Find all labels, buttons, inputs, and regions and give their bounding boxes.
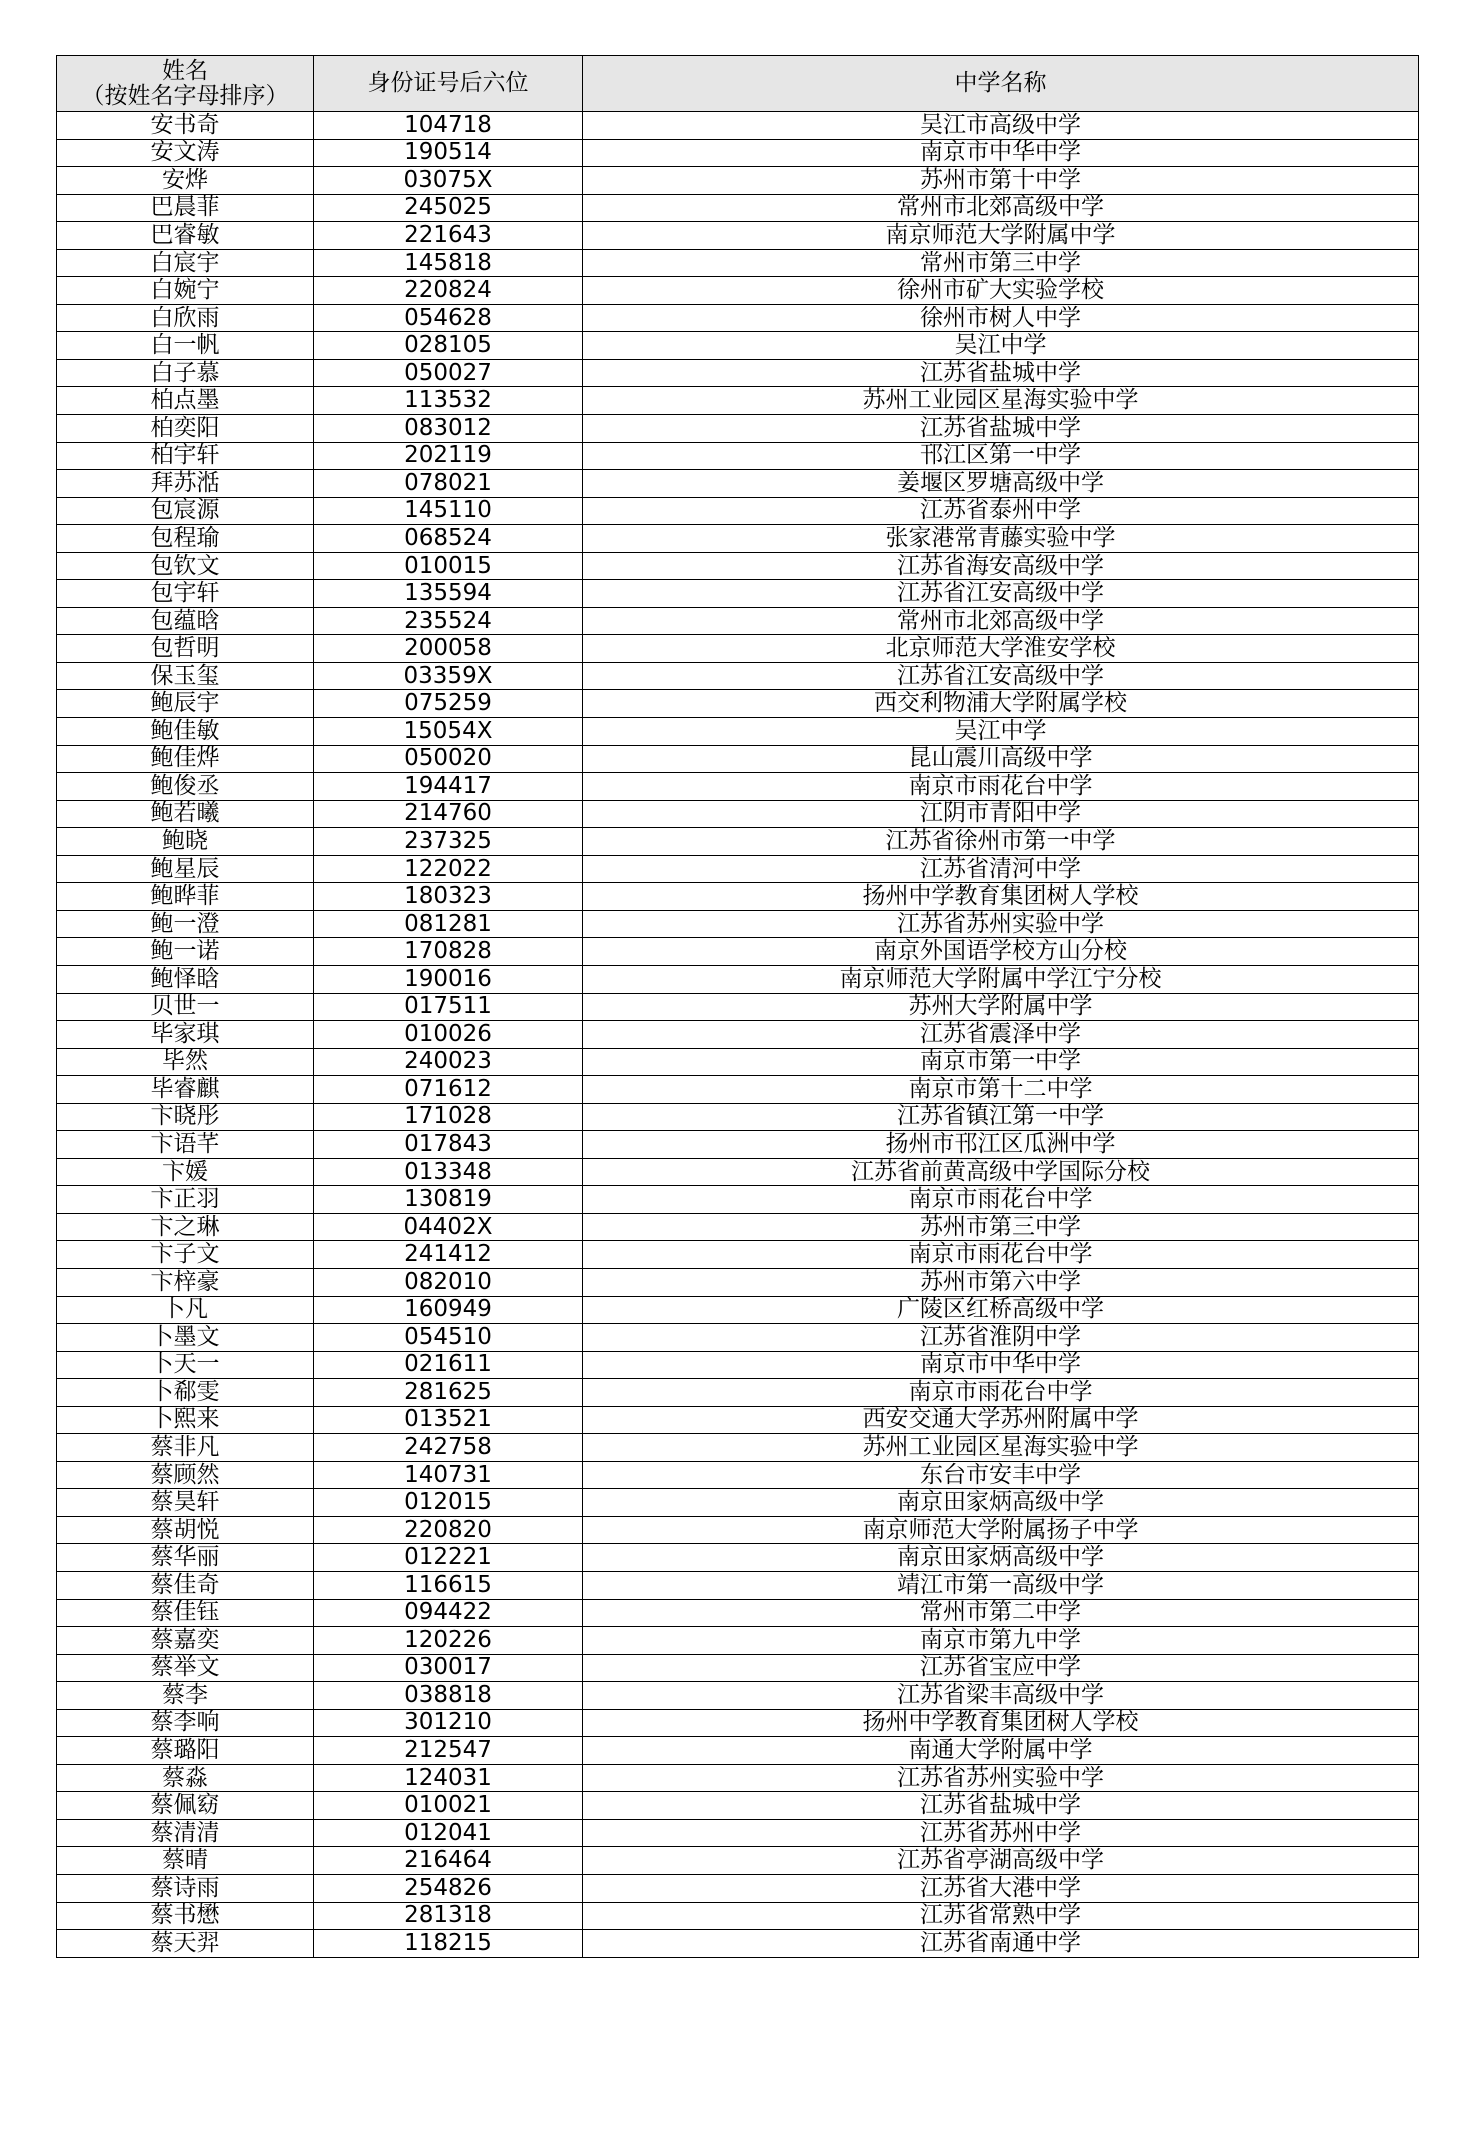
- cell-id: 068524: [314, 525, 583, 553]
- cell-school: 吴江中学: [583, 718, 1419, 746]
- cell-id: 021611: [314, 1351, 583, 1379]
- table-row: [57, 1847, 1419, 1875]
- cell-name: 蔡晴: [57, 1847, 314, 1875]
- cell-id: 071612: [314, 1076, 583, 1104]
- table-row: [57, 1627, 1419, 1655]
- table-row: [57, 1875, 1419, 1903]
- table-row: [57, 1461, 1419, 1489]
- cell-name: 鲍辰宇: [57, 690, 314, 718]
- cell-school: 江苏省前黄高级中学国际分校: [583, 1158, 1419, 1186]
- cell-school: 江苏省盐城中学: [583, 359, 1419, 387]
- cell-name: 卞晓彤: [57, 1103, 314, 1131]
- cell-school: 靖江市第一高级中学: [583, 1571, 1419, 1599]
- cell-id: 054510: [314, 1324, 583, 1352]
- cell-name: 卞子文: [57, 1241, 314, 1269]
- cell-school: 常州市第三中学: [583, 249, 1419, 277]
- cell-name: 鲍佳烨: [57, 745, 314, 773]
- cell-school: 江苏省淮阴中学: [583, 1324, 1419, 1352]
- table-row: [57, 387, 1419, 415]
- cell-id: 010026: [314, 1021, 583, 1049]
- cell-name: 包蕴晗: [57, 607, 314, 635]
- table-row: [57, 470, 1419, 498]
- table-row: [57, 1434, 1419, 1462]
- cell-id: 212547: [314, 1737, 583, 1765]
- cell-school: 南京师范大学附属中学江宁分校: [583, 965, 1419, 993]
- cell-id: 038818: [314, 1682, 583, 1710]
- cell-name: 卞正羽: [57, 1186, 314, 1214]
- cell-id: 254826: [314, 1875, 583, 1903]
- cell-id: 012015: [314, 1489, 583, 1517]
- cell-name: 贝世一: [57, 993, 314, 1021]
- cell-name: 蔡清清: [57, 1819, 314, 1847]
- cell-id: 017511: [314, 993, 583, 1021]
- cell-name: 蔡顾然: [57, 1461, 314, 1489]
- cell-id: 03359X: [314, 662, 583, 690]
- cell-school: 江苏省盐城中学: [583, 415, 1419, 443]
- table-row: [57, 580, 1419, 608]
- cell-id: 190514: [314, 139, 583, 167]
- table-row: [57, 773, 1419, 801]
- cell-name: 卞语芊: [57, 1131, 314, 1159]
- cell-school: 南京田家炳高级中学: [583, 1489, 1419, 1517]
- cell-id: 010021: [314, 1792, 583, 1820]
- cell-name: 蔡佳钰: [57, 1599, 314, 1627]
- cell-id: 221643: [314, 222, 583, 250]
- table-row: [57, 1131, 1419, 1159]
- cell-name: 柏点墨: [57, 387, 314, 415]
- student-list-table: [56, 55, 1419, 1958]
- cell-id: 171028: [314, 1103, 583, 1131]
- cell-id: 012041: [314, 1819, 583, 1847]
- cell-school: 南京外国语学校方山分校: [583, 938, 1419, 966]
- cell-name: 保玉玺: [57, 662, 314, 690]
- cell-name: 白子慕: [57, 359, 314, 387]
- cell-school: 江苏省苏州中学: [583, 1819, 1419, 1847]
- cell-school: 南京市雨花台中学: [583, 1241, 1419, 1269]
- header-name: [57, 56, 314, 112]
- cell-name: 鲍俊丞: [57, 773, 314, 801]
- cell-name: 白婉宁: [57, 277, 314, 305]
- cell-name: 鲍一诺: [57, 938, 314, 966]
- cell-id: 081281: [314, 910, 583, 938]
- header-school: 中学名称: [583, 56, 1419, 112]
- cell-school: 江苏省江安高级中学: [583, 580, 1419, 608]
- cell-id: 04402X: [314, 1213, 583, 1241]
- cell-school: 南京师范大学附属中学: [583, 222, 1419, 250]
- table-row: [57, 1571, 1419, 1599]
- header-name-line2: （按姓名字母排序）: [81, 82, 289, 109]
- cell-id: 082010: [314, 1268, 583, 1296]
- cell-school: 南京市雨花台中学: [583, 773, 1419, 801]
- cell-school: 江苏省盐城中学: [583, 1792, 1419, 1820]
- table-body: [57, 112, 1419, 1958]
- cell-id: 220824: [314, 277, 583, 305]
- table-row: [57, 800, 1419, 828]
- table-row: [57, 194, 1419, 222]
- cell-school: 常州市第二中学: [583, 1599, 1419, 1627]
- cell-name: 安烨: [57, 167, 314, 195]
- cell-id: 216464: [314, 1847, 583, 1875]
- cell-school: 常州市北郊高级中学: [583, 194, 1419, 222]
- table-row: [57, 1351, 1419, 1379]
- cell-school: 南京市第一中学: [583, 1048, 1419, 1076]
- cell-school: 江苏省清河中学: [583, 855, 1419, 883]
- cell-school: 江苏省江安高级中学: [583, 662, 1419, 690]
- cell-id: 054628: [314, 304, 583, 332]
- cell-id: 214760: [314, 800, 583, 828]
- cell-name: 鲍晓: [57, 828, 314, 856]
- cell-school: 苏州市第三中学: [583, 1213, 1419, 1241]
- table-row: [57, 1544, 1419, 1572]
- table-row: [57, 1599, 1419, 1627]
- cell-name: 包哲明: [57, 635, 314, 663]
- table-row: [57, 415, 1419, 443]
- table-row: [57, 1021, 1419, 1049]
- cell-name: 巴睿敏: [57, 222, 314, 250]
- cell-name: 包程瑜: [57, 525, 314, 553]
- cell-id: 013521: [314, 1406, 583, 1434]
- table-row: [57, 883, 1419, 911]
- cell-id: 202119: [314, 442, 583, 470]
- cell-name: 蔡天羿: [57, 1930, 314, 1958]
- table-row: [57, 359, 1419, 387]
- cell-id: 145110: [314, 497, 583, 525]
- cell-school: 江苏省常熟中学: [583, 1902, 1419, 1930]
- cell-name: 蔡李: [57, 1682, 314, 1710]
- table-row: [57, 332, 1419, 360]
- cell-id: 241412: [314, 1241, 583, 1269]
- header-id: 身份证号后六位: [314, 56, 583, 112]
- cell-school: 西安交通大学苏州附属中学: [583, 1406, 1419, 1434]
- cell-name: 卜熙来: [57, 1406, 314, 1434]
- cell-school: 吴江市高级中学: [583, 112, 1419, 140]
- cell-id: 281625: [314, 1379, 583, 1407]
- table-row: [57, 1489, 1419, 1517]
- cell-name: 卜郗雯: [57, 1379, 314, 1407]
- table-row: [57, 497, 1419, 525]
- cell-name: 蔡华丽: [57, 1544, 314, 1572]
- cell-school: 张家港常青藤实验中学: [583, 525, 1419, 553]
- table-row: [57, 277, 1419, 305]
- cell-school: 姜堰区罗塘高级中学: [583, 470, 1419, 498]
- cell-id: 050027: [314, 359, 583, 387]
- table-row: [57, 1819, 1419, 1847]
- cell-name: 蔡佳奇: [57, 1571, 314, 1599]
- cell-id: 124031: [314, 1764, 583, 1792]
- cell-name: 蔡淼: [57, 1764, 314, 1792]
- cell-name: 安书奇: [57, 112, 314, 140]
- cell-name: 毕家琪: [57, 1021, 314, 1049]
- cell-school: 南京市第九中学: [583, 1627, 1419, 1655]
- table-row: [57, 1324, 1419, 1352]
- table-row: [57, 525, 1419, 553]
- table-row: [57, 828, 1419, 856]
- cell-school: 徐州市矿大实验学校: [583, 277, 1419, 305]
- table-row: [57, 1792, 1419, 1820]
- cell-name: 柏奕阳: [57, 415, 314, 443]
- cell-id: 15054X: [314, 718, 583, 746]
- cell-school: 徐州市树人中学: [583, 304, 1419, 332]
- table-row: [57, 1268, 1419, 1296]
- cell-name: 包宇轩: [57, 580, 314, 608]
- cell-id: 190016: [314, 965, 583, 993]
- cell-name: 毕然: [57, 1048, 314, 1076]
- cell-name: 卞之琳: [57, 1213, 314, 1241]
- cell-name: 蔡嘉奕: [57, 1627, 314, 1655]
- cell-name: 巴晨菲: [57, 194, 314, 222]
- cell-id: 050020: [314, 745, 583, 773]
- cell-name: 鲍怿晗: [57, 965, 314, 993]
- cell-school: 江苏省大港中学: [583, 1875, 1419, 1903]
- cell-school: 西交利物浦大学附属学校: [583, 690, 1419, 718]
- cell-id: 083012: [314, 415, 583, 443]
- cell-school: 昆山震川高级中学: [583, 745, 1419, 773]
- cell-id: 130819: [314, 1186, 583, 1214]
- table-row: [57, 993, 1419, 1021]
- table-row: [57, 745, 1419, 773]
- table-row: [57, 1241, 1419, 1269]
- cell-id: 145818: [314, 249, 583, 277]
- cell-school: 南京市中华中学: [583, 1351, 1419, 1379]
- cell-school: 北京师范大学淮安学校: [583, 635, 1419, 663]
- cell-id: 281318: [314, 1902, 583, 1930]
- cell-name: 包钦文: [57, 552, 314, 580]
- cell-id: 013348: [314, 1158, 583, 1186]
- cell-school: 南通大学附属中学: [583, 1737, 1419, 1765]
- cell-school: 邗江区第一中学: [583, 442, 1419, 470]
- cell-school: 苏州市第十中学: [583, 167, 1419, 195]
- cell-school: 江苏省徐州市第一中学: [583, 828, 1419, 856]
- cell-school: 苏州大学附属中学: [583, 993, 1419, 1021]
- cell-name: 卜墨文: [57, 1324, 314, 1352]
- header-row: [57, 56, 1419, 112]
- cell-id: 240023: [314, 1048, 583, 1076]
- cell-id: 094422: [314, 1599, 583, 1627]
- cell-name: 卜天一: [57, 1351, 314, 1379]
- table-row: [57, 910, 1419, 938]
- table-row: [57, 1158, 1419, 1186]
- cell-name: 鲍星辰: [57, 855, 314, 883]
- cell-school: 江苏省震泽中学: [583, 1021, 1419, 1049]
- cell-id: 030017: [314, 1654, 583, 1682]
- cell-school: 扬州市邗江区瓜洲中学: [583, 1131, 1419, 1159]
- table-row: [57, 965, 1419, 993]
- cell-id: 03075X: [314, 167, 583, 195]
- cell-name: 白一帆: [57, 332, 314, 360]
- table-row: [57, 1930, 1419, 1958]
- cell-name: 安文涛: [57, 139, 314, 167]
- cell-school: 扬州中学教育集团树人学校: [583, 1709, 1419, 1737]
- table-row: [57, 690, 1419, 718]
- cell-id: 120226: [314, 1627, 583, 1655]
- cell-school: 江阴市青阳中学: [583, 800, 1419, 828]
- table-row: [57, 1076, 1419, 1104]
- cell-school: 南京市雨花台中学: [583, 1379, 1419, 1407]
- cell-id: 200058: [314, 635, 583, 663]
- cell-name: 蔡璐阳: [57, 1737, 314, 1765]
- table-row: [57, 304, 1419, 332]
- cell-id: 170828: [314, 938, 583, 966]
- cell-name: 白欣雨: [57, 304, 314, 332]
- cell-name: 蔡书懋: [57, 1902, 314, 1930]
- cell-name: 蔡昊轩: [57, 1489, 314, 1517]
- table-row: [57, 552, 1419, 580]
- cell-id: 113532: [314, 387, 583, 415]
- cell-school: 南京市中华中学: [583, 139, 1419, 167]
- table-row: [57, 1902, 1419, 1930]
- cell-id: 180323: [314, 883, 583, 911]
- table-row: [57, 635, 1419, 663]
- cell-id: 242758: [314, 1434, 583, 1462]
- cell-school: 南京市第十二中学: [583, 1076, 1419, 1104]
- cell-name: 卞梓豪: [57, 1268, 314, 1296]
- table-row: [57, 1764, 1419, 1792]
- table-row: [57, 1296, 1419, 1324]
- cell-name: 毕睿麒: [57, 1076, 314, 1104]
- cell-id: 104718: [314, 112, 583, 140]
- cell-id: 301210: [314, 1709, 583, 1737]
- cell-id: 075259: [314, 690, 583, 718]
- table-row: [57, 718, 1419, 746]
- cell-school: 江苏省泰州中学: [583, 497, 1419, 525]
- cell-school: 江苏省梁丰高级中学: [583, 1682, 1419, 1710]
- cell-school: 广陵区红桥高级中学: [583, 1296, 1419, 1324]
- cell-school: 江苏省南通中学: [583, 1930, 1419, 1958]
- cell-school: 南京市雨花台中学: [583, 1186, 1419, 1214]
- cell-school: 东台市安丰中学: [583, 1461, 1419, 1489]
- cell-school: 南京田家炳高级中学: [583, 1544, 1419, 1572]
- cell-id: 237325: [314, 828, 583, 856]
- cell-id: 194417: [314, 773, 583, 801]
- cell-school: 苏州工业园区星海实验中学: [583, 387, 1419, 415]
- table-row: [57, 1186, 1419, 1214]
- cell-id: 012221: [314, 1544, 583, 1572]
- table-row: [57, 1682, 1419, 1710]
- cell-id: 140731: [314, 1461, 583, 1489]
- cell-name: 蔡佩窈: [57, 1792, 314, 1820]
- cell-name: 蔡非凡: [57, 1434, 314, 1462]
- cell-school: 江苏省海安高级中学: [583, 552, 1419, 580]
- table-row: [57, 1213, 1419, 1241]
- cell-school: 江苏省镇江第一中学: [583, 1103, 1419, 1131]
- table-row: [57, 1048, 1419, 1076]
- table-row: [57, 249, 1419, 277]
- table-row: [57, 222, 1419, 250]
- cell-school: 江苏省苏州实验中学: [583, 1764, 1419, 1792]
- cell-name: 蔡诗雨: [57, 1875, 314, 1903]
- table-row: [57, 938, 1419, 966]
- table-row: [57, 855, 1419, 883]
- table-row: [57, 167, 1419, 195]
- cell-name: 卜凡: [57, 1296, 314, 1324]
- cell-school: 江苏省苏州实验中学: [583, 910, 1419, 938]
- cell-name: 鲍佳敏: [57, 718, 314, 746]
- cell-name: 卞媛: [57, 1158, 314, 1186]
- cell-school: 常州市北郊高级中学: [583, 607, 1419, 635]
- cell-name: 鲍一澄: [57, 910, 314, 938]
- cell-name: 包宸源: [57, 497, 314, 525]
- cell-id: 122022: [314, 855, 583, 883]
- table-row: [57, 1654, 1419, 1682]
- cell-school: 苏州工业园区星海实验中学: [583, 1434, 1419, 1462]
- table-row: [57, 607, 1419, 635]
- cell-name: 鲍若曦: [57, 800, 314, 828]
- cell-id: 078021: [314, 470, 583, 498]
- header-name-line1: 姓名: [162, 57, 208, 84]
- cell-id: 220820: [314, 1516, 583, 1544]
- table-row: [57, 139, 1419, 167]
- table-row: [57, 1103, 1419, 1131]
- cell-id: 028105: [314, 332, 583, 360]
- cell-school: 江苏省亭湖高级中学: [583, 1847, 1419, 1875]
- table-row: [57, 1406, 1419, 1434]
- cell-id: 245025: [314, 194, 583, 222]
- cell-school: 江苏省宝应中学: [583, 1654, 1419, 1682]
- cell-name: 鲍晔菲: [57, 883, 314, 911]
- cell-id: 010015: [314, 552, 583, 580]
- table-row: [57, 1709, 1419, 1737]
- cell-name: 蔡李响: [57, 1709, 314, 1737]
- cell-school: 南京师范大学附属扬子中学: [583, 1516, 1419, 1544]
- cell-name: 蔡胡悦: [57, 1516, 314, 1544]
- cell-name: 拜苏湉: [57, 470, 314, 498]
- cell-name: 白宸宇: [57, 249, 314, 277]
- table-row: [57, 1516, 1419, 1544]
- cell-id: 017843: [314, 1131, 583, 1159]
- table-row: [57, 662, 1419, 690]
- cell-school: 苏州市第六中学: [583, 1268, 1419, 1296]
- cell-school: 吴江中学: [583, 332, 1419, 360]
- cell-id: 118215: [314, 1930, 583, 1958]
- cell-id: 116615: [314, 1571, 583, 1599]
- table-row: [57, 1379, 1419, 1407]
- cell-name: 柏宇轩: [57, 442, 314, 470]
- cell-id: 235524: [314, 607, 583, 635]
- table-row: [57, 442, 1419, 470]
- cell-name: 蔡举文: [57, 1654, 314, 1682]
- table-row: [57, 112, 1419, 140]
- cell-id: 135594: [314, 580, 583, 608]
- cell-school: 扬州中学教育集团树人学校: [583, 883, 1419, 911]
- table-row: [57, 1737, 1419, 1765]
- cell-id: 160949: [314, 1296, 583, 1324]
